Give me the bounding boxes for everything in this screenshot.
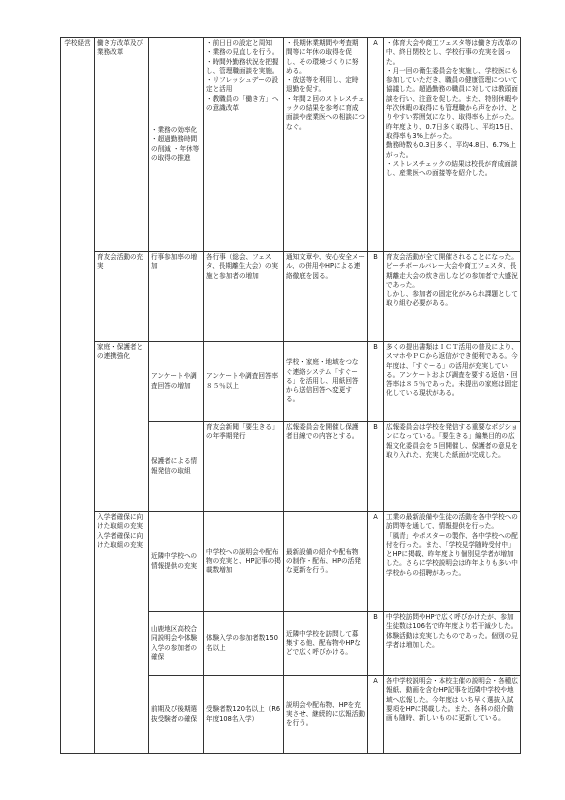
measure-cell: 通知文章や、安心安全メール、の併用やHPによる連絡徹底を図る。 xyxy=(284,252,368,342)
item-cell: 育友会活動の充実 xyxy=(95,252,149,342)
result-cell: 広報委員会は学校を発信する重要なポジションになっている。「要生きる」編集目的の広報文化委員会を５回開催し、保護者の意見を取り入れた、充実した紙面が完成した。 xyxy=(384,422,521,512)
goal-cell: アンケートや調査回答の増加 xyxy=(149,342,204,422)
target-cell: 中学校への説明会や配布物の充実と、HP記事の掲載数増加 xyxy=(204,512,284,612)
measure-cell: ・長期休業期間や考査期間等に年休の取得を促し、その環境づくりに努める。 ・放送等を利用し、定時退勤を促す。 ・年間２回のストレスチェックの結果を参考に育成面談や産業医への相談につなぐ。 xyxy=(284,38,368,252)
item-cell: 働き方改革及び業務改革 xyxy=(95,38,149,252)
item-cell: 入学者確保に向けた取組の充実 入学者確保に向けた取組の充実 xyxy=(95,512,149,754)
target-cell: ・前日日の設定と周知 ・業務の見直しを行う。 ・時間外勤務状況を把握し、管理職面談を実施。 ・リフレッシュデーの設定と活用 ・教職員の「働き方」への意識改革 xyxy=(204,38,284,252)
measure-cell: 近隣中学校を訪問して募集する他、配布物やHPなどで広く呼びかける。 xyxy=(284,612,368,676)
target-cell: 体験入学の参加者数150名以上 xyxy=(204,612,284,676)
result-cell: 中学校訪問やHPで広く呼びかけたが、参加生徒数は106名で昨年度より若干減少した。体験活動は充実したものであった。個別の見学者は増加した。 xyxy=(384,612,521,676)
target-cell: 育友会新聞「要生きる」の年季期発行 xyxy=(204,422,284,512)
goal-cell: 前期及び後期選抜受験者の確保 xyxy=(149,676,204,754)
evaluation-grade: B xyxy=(368,422,384,512)
result-cell: 育友会活動が全て開催されることになった。ビーチボールバレー大会や商工フェスタ、長期離走大会の炊き出しなどの参加者で大盛況であった。 しかし、参加者の固定化がみられ課題として取り組む必要がある。 xyxy=(384,252,521,342)
goal-cell: 近隣中学校への情報提供の充実 xyxy=(149,512,204,612)
evaluation-grade: B xyxy=(368,342,384,422)
evaluation-table xyxy=(60,37,521,754)
goal-cell: 保護者による情報発信の取組 xyxy=(149,422,204,512)
result-cell: 工業の最新設備や生徒の活動を各中学校への訪問等を通して、情報提供を行った。 「風青」やポスターの製作、各中学校への配付を行った。また、「学校見学随時受付中」とHPに掲載、昨年度より個別見学者が増加した。さらに学校説明会は昨年よりも多い中学校からの招聘があった。 xyxy=(384,512,521,612)
table-row xyxy=(61,342,521,422)
category-label: 学校経営 xyxy=(61,38,95,754)
item-cell: 家庭・保護者との連携強化 xyxy=(95,342,149,512)
evaluation-grade: B xyxy=(368,252,384,342)
table-row xyxy=(61,512,521,612)
measure-cell: 広報委員会を開催し保護者目線での内容とする。 xyxy=(284,422,368,512)
evaluation-grade: A xyxy=(368,512,384,612)
measure-cell: 学校・家庭・地域をつなぐ連絡システム「すぐーる」を活用し、用紙回答から送信回答へ変更する。 xyxy=(284,342,368,422)
target-cell: 各行事（総会、フェスタ、長期離生大会）の実施と参加者の増加 xyxy=(204,252,284,342)
evaluation-grade: A xyxy=(368,38,384,252)
result-cell: ・体育大会や商工フェスタ等は働き方改革の中、終日閉校とし、学校行事の充実を図った。 ・月一回の衛生委員会を実施し、学校医にも参加していただき、職員の健康管理について協議した。超過勤務の職員に対しては教頭面談を行い、注意を促した。また、特別休暇や年次休暇の取得にも管理職から声をかけ、とりやすい雰囲気になり、取得率も上がった。昨年度より、0.7日多く取得し、平均15日、取得率も3%上がった。 勤務時数も0.3日多く、平均4.8日、6.7%上がった。 ・ストレスチェックの結果は校長が育成面談し、産業医への面接等を紹介した。 xyxy=(384,38,521,252)
measure-cell: 説明会や配布物、HPを充実させ、継続的に広報活動を行う。 xyxy=(284,676,368,754)
result-cell: 各中学校説明会・本校主催の説明会・各種広報紙、動画を含むHP記事を近隣中学校や地域へ広報した。今年度は いち早く選抜入試要項をHPに掲載した。また、各科の紹介動画も随時、新しいものに更新している。 xyxy=(384,676,521,754)
goal-cell: 行事参加率の増加 xyxy=(149,252,204,342)
goal-cell: ・業務の効率化 ・超過勤務時間の削減 ・年休等の取得の推進 xyxy=(149,38,204,252)
target-cell: アンケートや調査回答率８５％以上 xyxy=(204,342,284,422)
evaluation-grade: A xyxy=(368,676,384,754)
table-row xyxy=(61,38,521,252)
table-row xyxy=(61,252,521,342)
evaluation-grade: B xyxy=(368,612,384,676)
goal-cell: 山鹿地区高校合同説明会や体験入学の参加者の確保 xyxy=(149,612,204,676)
target-cell: 受験者数120名以上（R6年度108名入学） xyxy=(204,676,284,754)
measure-cell: 最新設備の紹介や配布物の制作・配布、HPの活発な更新を行う。 xyxy=(284,512,368,612)
result-cell: 多くの提出書類はＩＣＴ活用の普及により、スマホやＰＣから返信ができ便利である。今年度は、「すぐーる」の活用が充実している。アンケートおよび調査を要する返信・回答率は８５％であった。未提出の家庭は固定化している現状がある。 xyxy=(384,342,521,422)
